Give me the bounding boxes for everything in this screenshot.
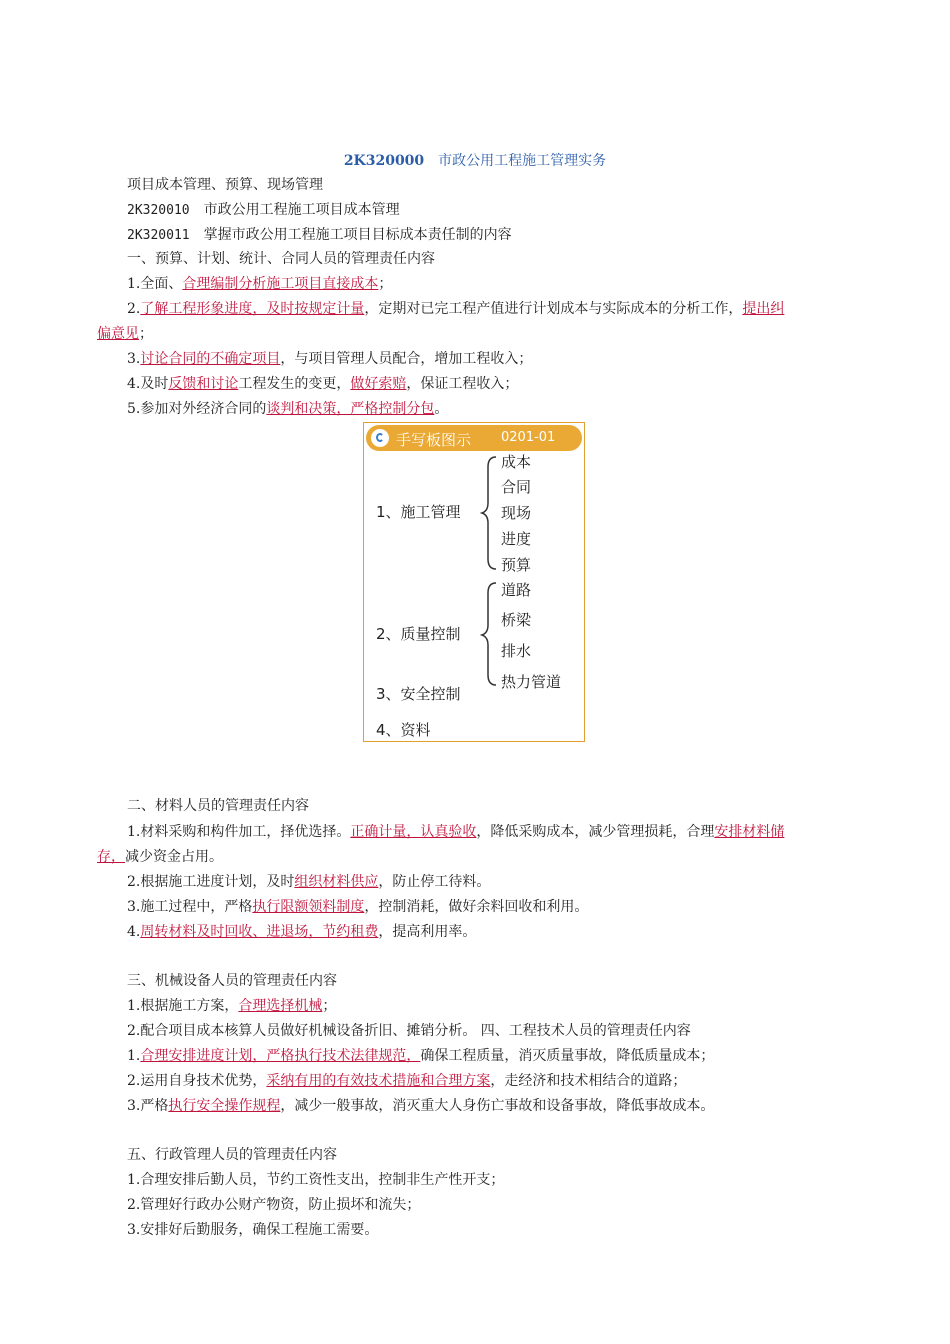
text: 2.配合项目成本核算人员做好机械设备折旧、摊销分析。 四、工程技术人员的管理责任内容	[127, 1023, 691, 1039]
s1-item-4	[127, 375, 518, 393]
underlined-text: 周转材料及时回收、进退场，节约租费	[140, 924, 379, 940]
s4-item-1	[127, 1047, 714, 1065]
underlined-text: 做好索赔	[350, 376, 407, 392]
text: 减少资金占用。	[125, 849, 223, 865]
figure-sub-budget: 预算	[501, 556, 532, 574]
s3-item-2	[127, 1022, 691, 1040]
underlined-text: 反馈和讨论	[168, 376, 239, 392]
text: ，保证工程收入；	[406, 376, 519, 392]
s1-item-2	[127, 300, 784, 318]
underlined-text: 了解工程形象进度，及时按规定计量	[140, 301, 365, 317]
s2-item-4	[127, 923, 476, 941]
s2-item-2	[127, 873, 490, 891]
underlined-text: 组织材料供应	[294, 874, 379, 890]
title-code: 2K320000	[343, 153, 425, 169]
text: 3.	[127, 351, 141, 367]
text: ；	[378, 276, 393, 292]
subject-line	[127, 176, 323, 194]
underlined-text: 偏意见	[97, 326, 139, 342]
chapter-line	[127, 201, 400, 220]
text: 3.施工过程中，严格	[127, 899, 253, 915]
text: 1.合理安排后勤人员，节约工资性支出，控制非生产性开支；	[127, 1172, 505, 1188]
text: 1.全面、	[127, 276, 183, 292]
s2-item-1-cont	[97, 848, 223, 866]
text: 4.及时	[127, 376, 169, 392]
text: 工程发生的变更，	[238, 376, 351, 392]
figure-header-code: 0201-01	[501, 430, 556, 445]
underlined-text: 合理选择机械	[238, 998, 323, 1014]
text: ，定期对已完工程产值进行计划成本与实际成本的分析工作，	[364, 301, 743, 317]
s3-item-1	[127, 997, 336, 1015]
s4-item-3	[127, 1097, 714, 1115]
s3-heading-text: 三、机械设备人员的管理责任内容	[127, 973, 337, 989]
figure-sub-bridge: 桥梁	[501, 611, 532, 629]
text: ；	[322, 998, 337, 1014]
text: 1.根据施工方案，	[127, 998, 239, 1014]
s5-item-1	[127, 1171, 504, 1189]
s5-item-3	[127, 1221, 378, 1239]
page-title	[0, 150, 950, 170]
s2-heading-text: 二、材料人员的管理责任内容	[127, 798, 309, 814]
figure-sub-schedule: 进度	[501, 530, 532, 548]
text: ，减少一般事故，消灭重大人身伤亡事故和设备事故，降低事故成本。	[280, 1098, 715, 1114]
underlined-text: 存，	[97, 849, 125, 865]
text: ，降低采购成本，减少管理损耗，合理	[476, 824, 715, 840]
underlined-text: 正确计量，认真验收	[350, 824, 477, 840]
text: 2.根据施工进度计划，及时	[127, 874, 295, 890]
s5-heading-text: 五、行政管理人员的管理责任内容	[127, 1147, 337, 1163]
s4-item-2	[127, 1072, 686, 1090]
s3-heading	[127, 972, 337, 990]
figure-sub-heating-pipe: 热力管道	[501, 673, 562, 691]
figure-sub-drainage: 排水	[501, 642, 532, 660]
text: 。	[434, 401, 449, 417]
section-code: 2K320011	[127, 228, 190, 243]
section-text: 掌握市政公用工程施工项目目标成本责任制的内容	[203, 227, 512, 243]
text: 5.参加对外经济合同的	[127, 401, 267, 417]
brace-icon	[480, 453, 500, 573]
underlined-text: 合理安排进度计划，严格执行技术法律规范，	[140, 1048, 421, 1064]
brace-icon	[480, 579, 500, 689]
underlined-text: 执行限额领料制度	[252, 899, 365, 915]
text: 1.	[127, 1048, 141, 1064]
underlined-text: 执行安全操作规程	[168, 1098, 281, 1114]
s1-item-2-cont	[97, 325, 153, 343]
s1-item-1	[127, 275, 392, 293]
figure-header	[366, 425, 582, 451]
text: 2.	[127, 301, 141, 317]
text: 2.运用自身技术优势，	[127, 1073, 267, 1089]
underlined-text: 安排材料储	[714, 824, 785, 840]
underlined-text: 合理编制分析施工项目直接成本	[182, 276, 379, 292]
handwriting-figure	[363, 422, 585, 742]
s1-heading-text: 一、预算、计划、统计、合同人员的管理责任内容	[127, 251, 435, 267]
text: ；	[139, 326, 153, 342]
s1-heading	[127, 250, 435, 268]
s2-item-1	[127, 823, 784, 841]
underlined-text: 谈判和决策，严格控制分包	[266, 401, 435, 417]
figure-sub-site: 现场	[501, 504, 532, 522]
s2-item-3	[127, 898, 588, 916]
figure-sub-cost: 成本	[501, 453, 532, 471]
section-line	[127, 226, 512, 245]
title-text: 市政公用工程施工管理实务	[438, 153, 607, 169]
underlined-text: 讨论合同的不确定项目	[140, 351, 281, 367]
text: 4.	[127, 924, 141, 940]
s1-item-5	[127, 400, 448, 418]
pen-logo-icon	[371, 429, 389, 447]
figure-item-quality: 2、质量控制	[376, 625, 461, 643]
chapter-code: 2K320010	[127, 203, 190, 218]
figure-sub-contract: 合同	[501, 478, 532, 496]
underlined-text: 采纳有用的有效技术措施和合理方案	[266, 1073, 491, 1089]
text: ，防止停工待料。	[378, 874, 491, 890]
text: 2.管理好行政办公财产物资，防止损坏和流失；	[127, 1197, 421, 1213]
text: ，与项目管理人员配合，增加工程收入；	[280, 351, 533, 367]
text: 3.严格	[127, 1098, 169, 1114]
figure-item-materials: 4、资料	[376, 721, 431, 739]
s5-heading	[127, 1146, 337, 1164]
text: ，走经济和技术相结合的道路；	[490, 1073, 687, 1089]
figure-sub-road: 道路	[501, 581, 532, 599]
text: 确保工程质量，消灭质量事故，降低质量成本；	[420, 1048, 715, 1064]
chapter-text: 市政公用工程施工项目成本管理	[203, 202, 400, 218]
text: 1.材料采购和构件加工，择优选择。	[127, 824, 351, 840]
s2-heading	[127, 797, 309, 815]
s5-item-2	[127, 1196, 420, 1214]
figure-item-construction: 1、施工管理	[376, 503, 461, 521]
text: ，控制消耗，做好余料回收和利用。	[364, 899, 589, 915]
figure-header-title: 手写板图示	[396, 431, 472, 449]
subject-text: 项目成本管理、预算、现场管理	[127, 177, 323, 193]
s1-item-3	[127, 350, 532, 368]
text: ，提高利用率。	[378, 924, 477, 940]
figure-item-safety: 3、安全控制	[376, 685, 461, 703]
text: 3.安排好后勤服务，确保工程施工需要。	[127, 1222, 379, 1238]
underlined-text: 提出纠	[742, 301, 785, 317]
